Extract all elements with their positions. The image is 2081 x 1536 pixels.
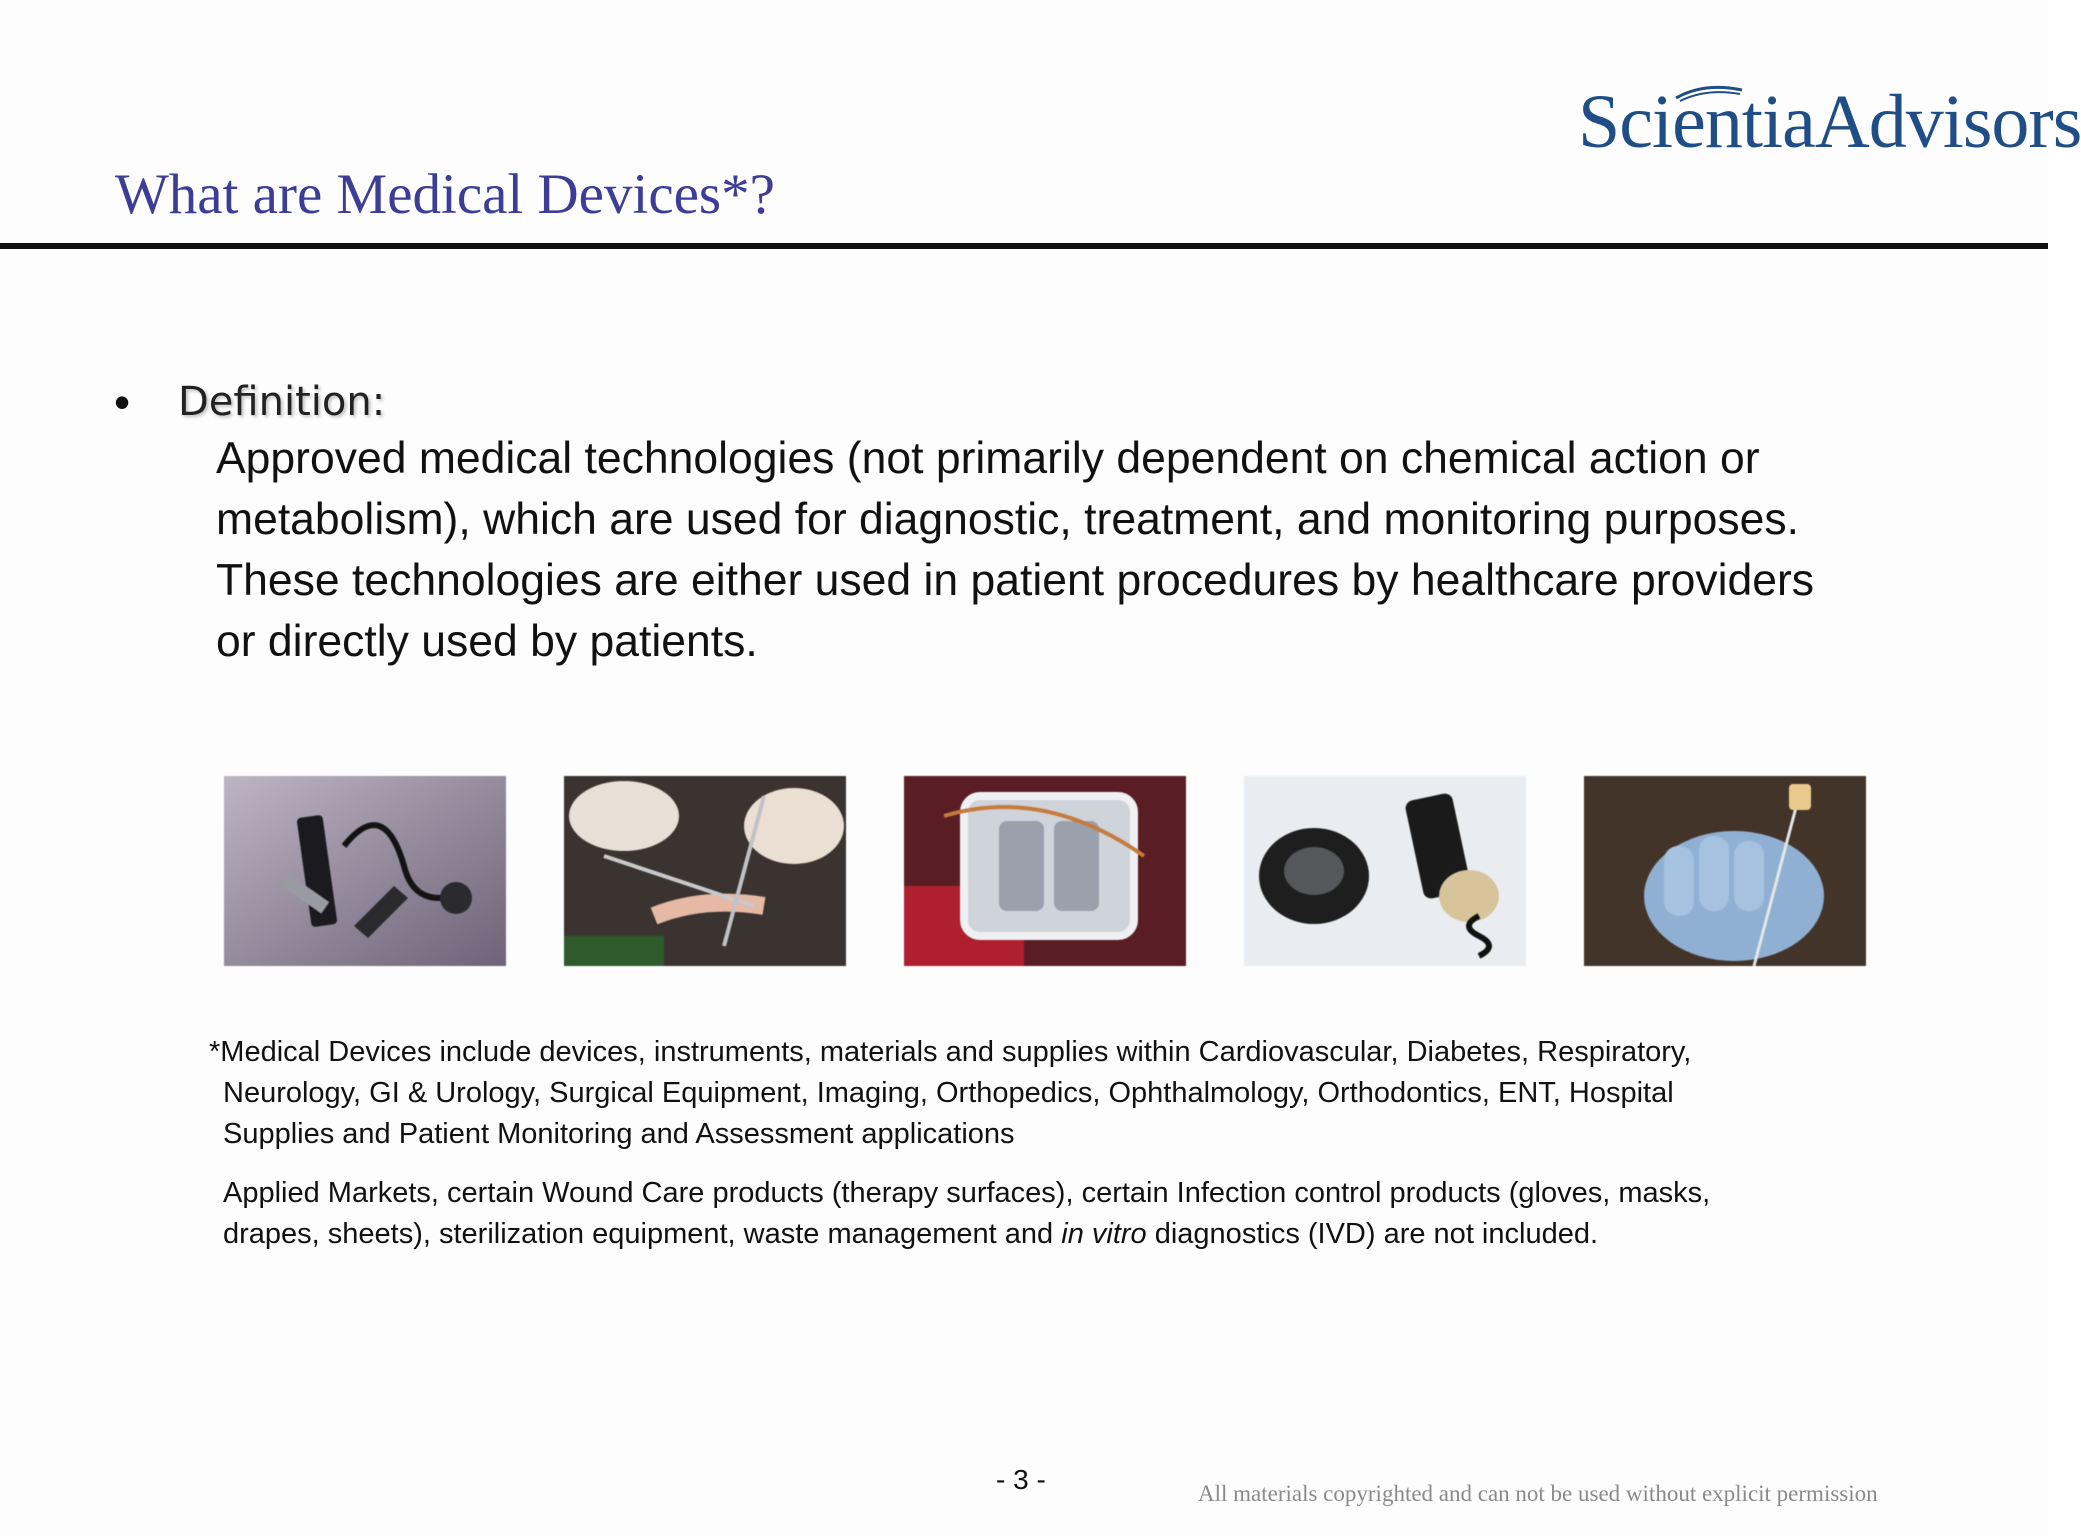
- implantable-device-photo: [904, 776, 1186, 966]
- footnote-line: *Medical Devices include devices, instruments, materials and supplies within Cardiovascular, Diabetes, Respiratory,: [209, 1036, 1692, 1068]
- logo-swoosh-icon: [1674, 84, 1744, 102]
- defibrillator-paddles-photo: [1244, 776, 1526, 966]
- exclusions-line: Applied Markets, certain Wound Care products (therapy surfaces), certain Infection control products (gloves, masks,: [223, 1177, 1711, 1209]
- definition-line: metabolism), which are used for diagnostic, treatment, and monitoring purposes.: [216, 495, 1800, 544]
- diagnostic-instruments-photo: [224, 776, 506, 966]
- exclusions-text: diagnostics (IVD) are not included.: [1146, 1218, 1599, 1250]
- definition-line: These technologies are either used in patient procedures by healthcare providers: [216, 556, 1815, 605]
- bullet-icon: •: [114, 376, 131, 428]
- in-vitro-italic: in vitro: [1061, 1218, 1147, 1250]
- title-divider: [0, 243, 2048, 249]
- gloved-hand-needle-photo: [1584, 776, 1866, 966]
- page-number: - 3 -: [996, 1464, 1046, 1495]
- definition-line: or directly used by patients.: [216, 617, 758, 666]
- footnote-line: Neurology, GI & Urology, Surgical Equipment, Imaging, Orthopedics, Ophthalmology, Orthodontics, ENT, Hospital: [223, 1077, 1674, 1109]
- logo-text-secondary: Advisors: [1814, 80, 2081, 164]
- exclusions-line: [223, 1214, 1598, 1254]
- logo-text-primary: Scientia: [1578, 80, 1815, 164]
- definition-label: Definition:: [178, 379, 386, 425]
- copyright-notice: All materials copyrighted and can not be used without explicit permission: [1198, 1481, 1878, 1506]
- definition-line: Approved medical technologies (not primarily dependent on chemical action or: [216, 434, 1760, 483]
- page-title: What are Medical Devices*?: [115, 163, 775, 226]
- exclusions-text: drapes, sheets), sterilization equipment, waste management and: [223, 1218, 1062, 1250]
- footnote-line: Supplies and Patient Monitoring and Assessment applications: [223, 1118, 1015, 1150]
- surgical-procedure-photo: [564, 776, 846, 966]
- scientia-advisors-logo: [1578, 80, 2081, 164]
